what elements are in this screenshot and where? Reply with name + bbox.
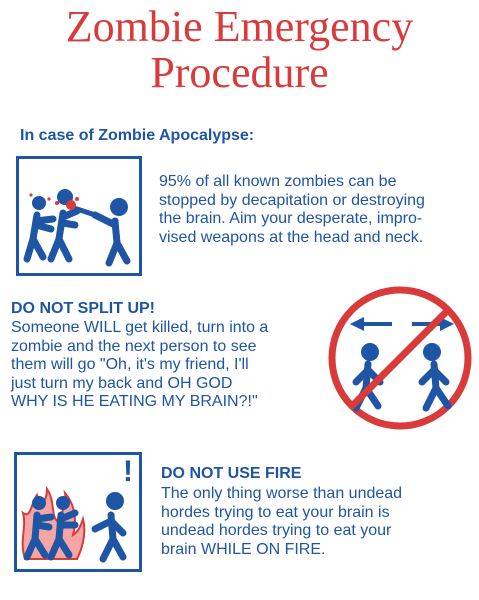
section1-text: [159, 173, 425, 247]
no-splitting-up-icon: [322, 278, 478, 438]
section2-line: Someone WILL get killed, turn into a: [11, 319, 269, 336]
section2-text: [11, 319, 268, 412]
section1-line: stopped by decapitation or destroying: [159, 191, 425, 209]
section2-line: them will go "Oh, it's my friend, I'll: [11, 356, 249, 373]
section3-line: brain WHILE ON FIRE.: [161, 540, 326, 558]
section2-line: just turn my back and OH GOD: [11, 374, 233, 392]
page-title: [0, 4, 479, 96]
section1-line: the brain. Aim your desperate, impro-: [159, 210, 423, 227]
section3-line: The only thing worse than undead: [161, 485, 403, 502]
section3-line: undead hordes trying to eat your: [161, 522, 392, 539]
fire-illustration: [14, 452, 142, 572]
section3-line: hordes trying to eat your brain is: [161, 503, 390, 521]
section2-line: zombie and the next person to see: [11, 337, 257, 355]
section3-heading: DO NOT USE FIRE: [161, 465, 302, 482]
burning-zombies-icon: [17, 455, 139, 569]
exclamation-mark: !: [123, 455, 133, 488]
title-line-2: Procedure: [150, 48, 329, 97]
section2-line: WHY IS HE EATING MY BRAIN?!": [11, 393, 258, 410]
section1-line: vised weapons at the head and neck.: [159, 228, 424, 246]
decapitation-illustration: [16, 156, 142, 276]
section2-heading: DO NOT SPLIT UP!: [11, 300, 155, 317]
zombie-attack-icon: [19, 159, 139, 273]
subheading: In case of Zombie Apocalypse:: [20, 127, 255, 144]
section3-text: [161, 485, 402, 559]
section1-line: 95% of all known zombies can be: [159, 173, 397, 190]
title-line-1: Zombie Emergency: [65, 2, 414, 51]
